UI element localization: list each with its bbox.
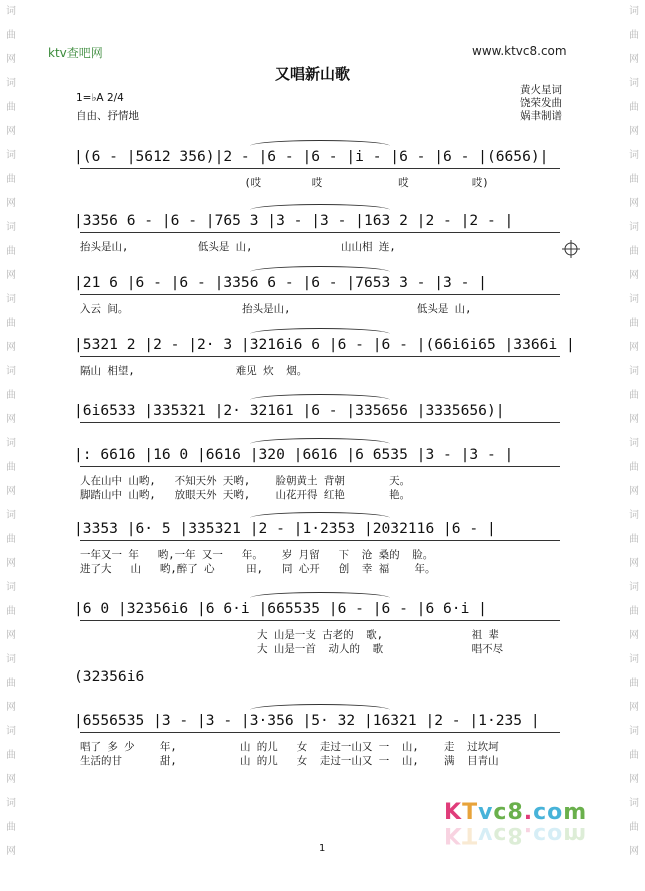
side-watermark-char: 网 (6, 630, 16, 641)
side-watermark-char: 词 (6, 654, 16, 665)
side-watermark-char: 词 (6, 222, 16, 233)
side-watermark-char: 曲 (6, 822, 16, 833)
side-watermark-char: 词 (6, 294, 16, 305)
side-watermark-char: 网 (629, 342, 639, 353)
side-watermark-char: 曲 (6, 174, 16, 185)
side-watermark-char: 曲 (6, 462, 16, 473)
site-url: www.ktvc8.com (472, 44, 567, 58)
side-watermark-right (627, 0, 641, 864)
side-watermark-char: 网 (629, 702, 639, 713)
notation-row: |: 6616 |16 0 |6616 |320 |6616 |6 6535 |3 - |3 - | (74, 446, 514, 463)
side-watermark-char: 词 (6, 510, 16, 521)
side-watermark-char: 曲 (629, 390, 639, 401)
side-watermark-char: 曲 (629, 318, 639, 329)
side-watermark-char: 网 (629, 486, 639, 497)
side-watermark-char: 网 (6, 702, 16, 713)
side-watermark-char: 曲 (6, 606, 16, 617)
side-watermark-char: 曲 (629, 246, 639, 257)
lyric-line: 隔山 相望, 难见 炊 烟。 (80, 365, 308, 377)
side-watermark-char: 曲 (629, 750, 639, 761)
side-watermark-char: 网 (6, 486, 16, 497)
beam-line (80, 294, 560, 295)
logo-watermark: KTvc8.com (444, 800, 588, 825)
brand-text: ktv查吧网 (48, 46, 103, 60)
slur-mark (250, 512, 390, 518)
side-watermark-char: 曲 (6, 390, 16, 401)
beam-line (80, 620, 560, 621)
lyricist: 黄火星词 (520, 84, 562, 96)
side-watermark-char: 词 (629, 438, 639, 449)
side-watermark-char: 曲 (6, 678, 16, 689)
beam-line (80, 732, 560, 733)
lyric-line: 唱了 多 少 年, 山 的儿 女 走过一山又 一 山, 走 过坎坷 (80, 741, 499, 753)
notation-row: |6556535 |3 - |3 - |3·356 |5· 32 |16321 |2 - |1·235 | (74, 712, 540, 729)
notation-row: |21 6 |6 - |6 - |3356 6 - |6 - |7653 3 - |3 - | (74, 274, 487, 291)
slur-mark (250, 266, 390, 272)
notation-row: (32356i6 (74, 668, 145, 685)
lyric-line: 入云 间。 抬头是山, 低头是 山, (80, 303, 472, 315)
side-watermark-char: 词 (6, 726, 16, 737)
side-watermark-char: 词 (629, 150, 639, 161)
slur-mark (250, 140, 390, 146)
side-watermark-char: 曲 (6, 246, 16, 257)
side-watermark-char: 网 (629, 126, 639, 137)
side-watermark-char: 网 (6, 414, 16, 425)
lyric-line: 一年又一 年 哟,一年 又一 年。 岁 月留 下 沧 桑的 脸。 (80, 549, 434, 561)
slur-mark (250, 204, 390, 210)
side-watermark-char: 词 (629, 654, 639, 665)
tempo-marking: 自由、抒情地 (76, 110, 139, 122)
side-watermark-char: 曲 (629, 822, 639, 833)
side-watermark-left (4, 0, 18, 864)
side-watermark-char: 网 (629, 414, 639, 425)
side-watermark-char: 网 (6, 54, 16, 65)
side-watermark-char: 曲 (629, 606, 639, 617)
side-watermark-char: 词 (629, 510, 639, 521)
side-watermark-char: 网 (6, 270, 16, 281)
slur-mark (250, 328, 390, 334)
side-watermark-char: 词 (629, 294, 639, 305)
beam-line (80, 232, 560, 233)
side-watermark-char: 词 (629, 222, 639, 233)
key-signature: 1=♭A 2/4 (76, 92, 124, 104)
side-watermark-char: 词 (629, 78, 639, 89)
side-watermark-char: 曲 (629, 174, 639, 185)
slur-mark (250, 592, 390, 598)
side-watermark-char: 词 (6, 6, 16, 17)
side-watermark-char: 词 (6, 366, 16, 377)
notation-row: |6 0 |32356i6 |6 6·i |665535 |6 - |6 - |6 6·i | (74, 600, 487, 617)
lyric-line: (哎 哎 哎 哎) (80, 177, 489, 189)
page-title: 又唱新山歌 (275, 65, 351, 83)
side-watermark-char: 词 (6, 582, 16, 593)
side-watermark-char: 网 (629, 270, 639, 281)
side-watermark-char: 词 (629, 6, 639, 17)
slur-mark (250, 438, 390, 444)
side-watermark-char: 曲 (629, 462, 639, 473)
notation-row: |3353 |6· 5 |335321 |2 - |1·2353 |2032116 |6 - | (74, 520, 496, 537)
beam-line (80, 356, 560, 357)
side-watermark-char: 网 (6, 126, 16, 137)
side-watermark-char: 网 (629, 54, 639, 65)
side-watermark-char: 词 (6, 798, 16, 809)
side-watermark-char: 网 (629, 558, 639, 569)
side-watermark-char: 词 (629, 798, 639, 809)
side-watermark-char: 词 (629, 582, 639, 593)
side-watermark-char: 网 (6, 846, 16, 857)
notation-row: |(6 - |5612 356)|2 - |6 - |6 - |i - |6 - |6 - |(6656)| (74, 148, 549, 165)
crosshair-icon (562, 240, 580, 258)
side-watermark-char: 网 (6, 342, 16, 353)
notation-row: |6i6533 |335321 |2· 32161 |6 - |335656 |3335656)| (74, 402, 505, 419)
beam-line (80, 540, 560, 541)
beam-line (80, 168, 560, 169)
side-watermark-char: 网 (629, 846, 639, 857)
side-watermark-char: 曲 (629, 30, 639, 41)
side-watermark-char: 词 (6, 438, 16, 449)
side-watermark-char: 曲 (6, 30, 16, 41)
side-watermark-char: 词 (629, 366, 639, 377)
side-watermark-char: 词 (629, 726, 639, 737)
lyric-line-2: 生活的甘 甜, 山 的儿 女 走过一山又 一 山, 满 目青山 (80, 755, 499, 767)
side-watermark-char: 曲 (6, 750, 16, 761)
side-watermark-char: 曲 (6, 102, 16, 113)
beam-line (80, 466, 560, 467)
side-watermark-char: 网 (629, 774, 639, 785)
lyric-line: 人在山中 山哟, 不知天外 天哟, 脸朝黄土 背朝 天。 (80, 475, 411, 487)
arranger: 娲聿制谱 (520, 110, 562, 122)
side-watermark-char: 曲 (629, 102, 639, 113)
side-watermark-char: 网 (6, 558, 16, 569)
page-number: 1 (319, 843, 326, 854)
side-watermark-char: 曲 (629, 534, 639, 545)
side-watermark-char: 网 (6, 198, 16, 209)
side-watermark-char: 网 (6, 774, 16, 785)
notation-row: |3356 6 - |6 - |765 3 |3 - |3 - |163 2 |2 - |2 - | (74, 212, 514, 229)
side-watermark-char: 网 (629, 630, 639, 641)
slur-mark (250, 394, 390, 400)
side-watermark-char: 词 (6, 78, 16, 89)
logo-reflection: KTvc8.com (444, 822, 588, 847)
side-watermark-char: 词 (6, 150, 16, 161)
notation-row: |5321 2 |2 - |2· 3 |3216i6 6 |6 - |6 - |(66i6i65 |3366i | (74, 336, 575, 353)
side-watermark-char: 网 (629, 198, 639, 209)
lyric-line-2: 进了大 山 哟,醉了 心 田, 同 心开 创 幸 福 年。 (80, 563, 436, 575)
side-watermark-char: 曲 (6, 318, 16, 329)
lyric-line-2: 大 山是一首 动人的 歌 唱不尽 (80, 643, 504, 655)
lyric-line: 抬头是山, 低头是 山, 山山相 连, (80, 241, 396, 253)
side-watermark-char: 曲 (629, 678, 639, 689)
composer: 饶荣发曲 (520, 97, 562, 109)
beam-line (80, 422, 560, 423)
slur-mark (250, 704, 390, 710)
lyric-line: 大 山是一支 古老的 歌, 祖 辈 (80, 629, 499, 641)
side-watermark-char: 曲 (6, 534, 16, 545)
lyric-line-2: 脚踏山中 山哟, 放眼天外 天哟, 山花开得 红艳 艳。 (80, 489, 411, 501)
